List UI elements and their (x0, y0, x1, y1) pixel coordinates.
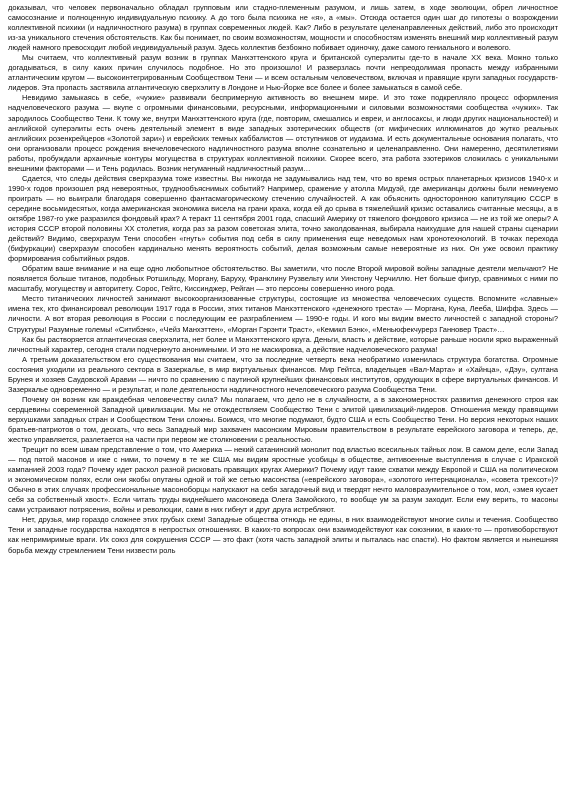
paragraph-8: А третьим доказательством его существования мы считаем, что за последние четверть века необратимо изменилась структура богатства. Огромные состояния уходили из реального сектора в Зазеркалье, в мир виртуальных финансов. Мир Гейтса, владельцев «Вал-Марта» и «Хайнца», «Дэу», султана Брунея и хозяев Саудовской Аравии — ничто по сравнению с паутиной крупнейших финансовых институтов, орудующих в сфере виртуальных финансов. И Зазеркалье одновременно — и результат, и поле деятельности надличностного нечеловеческого разума Сообщества Тени. (8, 354, 558, 394)
paragraph-9: Почему он возник как враждебная человечеству сила? Мы полагаем, что дело не в случайности, а в закономерностях развития денежного строя как сердцевины современной Западной цивилизации. Мы не отождествляем Сообщество Тени с элитой цивилизаций-лидеров. Отношения между правящими верхушками западных стран и Сообществом Тени сложны. Боимся, что многие подумают, будто США и есть Сообщество Тени. Но версия некоторых наших братьев-патриотов о том, дескать, что весь Западный мир захвачен масонским Мировым правительством в результате еврейского заговора и теперь, де, жестко управляется, разлетается на части при первом же столкновении с реальностью. (8, 394, 558, 445)
paragraph-10: Трещит по всем швам представление о том, что Америка — некий сатанинский монолит под властью всесильных тайных лож. В самом деле, если Запад — под пятой масонов и иже с ними, то почему в те же США мы видим яростные усобицы в обществе, антивоенные выступления в случае с Иракской кампанией 2003 года? Почему идет раскол разной рисковать правящих кругах Америки? Почему идут такие схватки между Европой и США на политическом и экономическом полях, если они якобы опутаны одной и той же сетью масонства («еврейского заговора», «золотого интернационала», «совета трехсот»)? Обычно в этих случаях профессиональные масоноборцы напускают на себя загадочный вид и твердят нечто маловразумительное о том, мол, «змея кусает себя за собственный хвост». Если читать труды виднейшего масоноведа Олега Замойского, то вообще ум за разум заходит. Если ему верить, то масоны сами устраивают потрясения, войны и революции, сами в них гибнут и друг друга истребляют. (8, 445, 558, 515)
paragraph-6: Место титанических личностей занимают высокоорганизованные структуры, состоящие из множества человеческих существ. Вспомните «славные» имена тех, кто финансировал революции 1917 года в России, этих титанов Манхэттенского «денежного треста» — Моргана, Куна, Леебa, Шиффа. Здесь — личности. А вот вторая революция в России с последующим ее разграблением — 1990-е годы. И кого мы видим вместо личностей с западной стороны? Структуры! Разумные големы! «Ситибэнк», «Чейз Манхэттен», «Морган Гэрэнти Траст», «Кемикл Бэнк», «Меньюфекчурерз Ганновер Траст»… (8, 294, 558, 334)
paragraph-3: Невидимо замыкаясь в себе, «чужие» развивали беспримерную активность во внешнем мире. И это тоже подкрепляло процесс оформления надчеловеческого разума — вкупе с огромными финансовыми, ресурсными, информационными и силовыми возможностями сообщества «чужих». Так зародилось Сообщество Тени. К тому же, внутри Манхэттенского круга (где, повторим, смешались и евреи, и англосаксы, и люди других национальностей) и английской суперэлиты есть очень деятельный элемент в виде западных эзотерических обществ (от мифических иллюминатов до жутко реальных английских розенкрейцеров «Золотой зари») и еврейских темных каббалистов — отступников от иудаизма. И есть документальные основания полагать, что они организовали процесс рождения внечеловеческого надличностного разума вполне сознательно и целенаправленно. Они намеренно, десятилетиями работы, пробуждали архаичные контуры могущества в структурах коллективной психики. Скорее всего, эта работа эзотериков сложилась с уникальными внешними факторами — и Тень родилась. Возник негуманный надличностный разум… (8, 93, 558, 173)
paragraph-5: Обратим ваше внимание и на еще одно любопытное обстоятельство. Вы заметили, что после Второй мировой войны западные деятели мельчают? Не появляется больше титанов, подобных Ротшильду, Моргану, Баруху, Франклину Рузвельту или Уинстону Черчиллю. Нет больше фигур, сравнимых с ними по масштабу, могуществу и авторитету. Сорос, Гейтс, Киссинджер, Рейган — это персоны совершенно иного рода. (8, 264, 558, 294)
paragraph-11: Нет, друзья, мир гораздо сложнее этих грубых схем! Западные общества отнюдь не едины, в них взаимодействуют многие силы и течения. Сообщество Тени и западные государства находятся в непростых отношениях. В каких-то вопросах они взаимодействуют как союзники, в каких-то — противоборствуют как непримиримые враги. Их союз для сокрушения СССР — это факт (хотя часть западной элиты и пыталась нас спасти). Но фактом является и нынешняя борьба между стремлением Тени низвести роль (8, 515, 558, 555)
paragraph-7: Как бы растворяется атлантическая сверхэлита, нет более и Манхэттенского круга. Деньги, власть и действие, которые раньше носили ярко выраженный личностный характер, сегодня стали подчеркнуто анонимными. И это не маскировка, а действие надчеловеческого разума! (8, 334, 558, 354)
paragraph-4: Сдается, что следы действия сверхразума тоже известны. Вы никогда не задумывались над тем, что во время острых планетарных кризисов 1940-х и 1990-х годов произошел ряд невероятных, труднообъяснимых событий? Например, сражение у атолла Мидуэй, где американцы должны были неминуемо проиграть — но выиграли благодаря совершенно фантасмагорическому стечению случайностей. А как объяснить односторонною капитуляцию СССР в середине восьмидесятых, когда американская экономика висела на грани краха, когда ей до срыва в тяжелейший кризис оставались считанные месяцы, а в октябре 1987-го уже разразился фондовый крах? А теракт 11 сентября 2001 года, спасший Америку от тяжелого фондового кризиса — не из той же оперы? А история СССР второй половины ХХ столетия, когда раз за разом советская элита, точно заколдованная, выбирала наихудшие для нашей страны сценарии действий? Видимо, сверхразум Тени способен «гнуть» события под себя в силу применения еще неведомых нам хронотехнологий. В точках перехода (бифуркации) сверхразум способен кардинально менять вероятность событий, делая возможным самые невероятные из них. Он уже освоил практику формирования событийных рядов. (8, 173, 558, 264)
paragraph-2: Мы считаем, что коллективный разум возник в группах Манхэттенского круга и британской суперэлиты где-то в начале ХХ века. Можно только догадываться, в силу каких причин случилось подобное. Но это произошло! И разверзлась почти непреодолимая пропасть между избранными атлантическим кругом — высокоинтегрированным Сообществом Тени — и всем остальным человечеством, включая и правящие круги западных государств-лидеров. Эта пропасть застявила атлантическую сверхэлиту в Лондоне и Нью-Йорке все более и более замыкаться в самой себе. (8, 53, 558, 93)
paragraph-1: доказывал, что человек первоначально обладал групповым или стадно-племенным разумом, и лишь затем, в ходе эволюции, обрел личностное самосознание и полноценную индивидуальную психику. А до того была психика не «я», а «мы». Отсюда остается один шаг до гипотезы о возрождении коллективной психики (и надличностного разума) в группах современных людей. Как? Либо в результате целенаправленных действий, либо это происходит из-за уникального стечения обстоятельств. Как бы понимает, по своим возможностям, мощности и способностям изменять внешний мир коллективный разум людей намного превосходит любой индивидуальный разум. Здесь коллектив безбожно побивает одиночку, даже самого гениального и волевого. (8, 3, 558, 53)
